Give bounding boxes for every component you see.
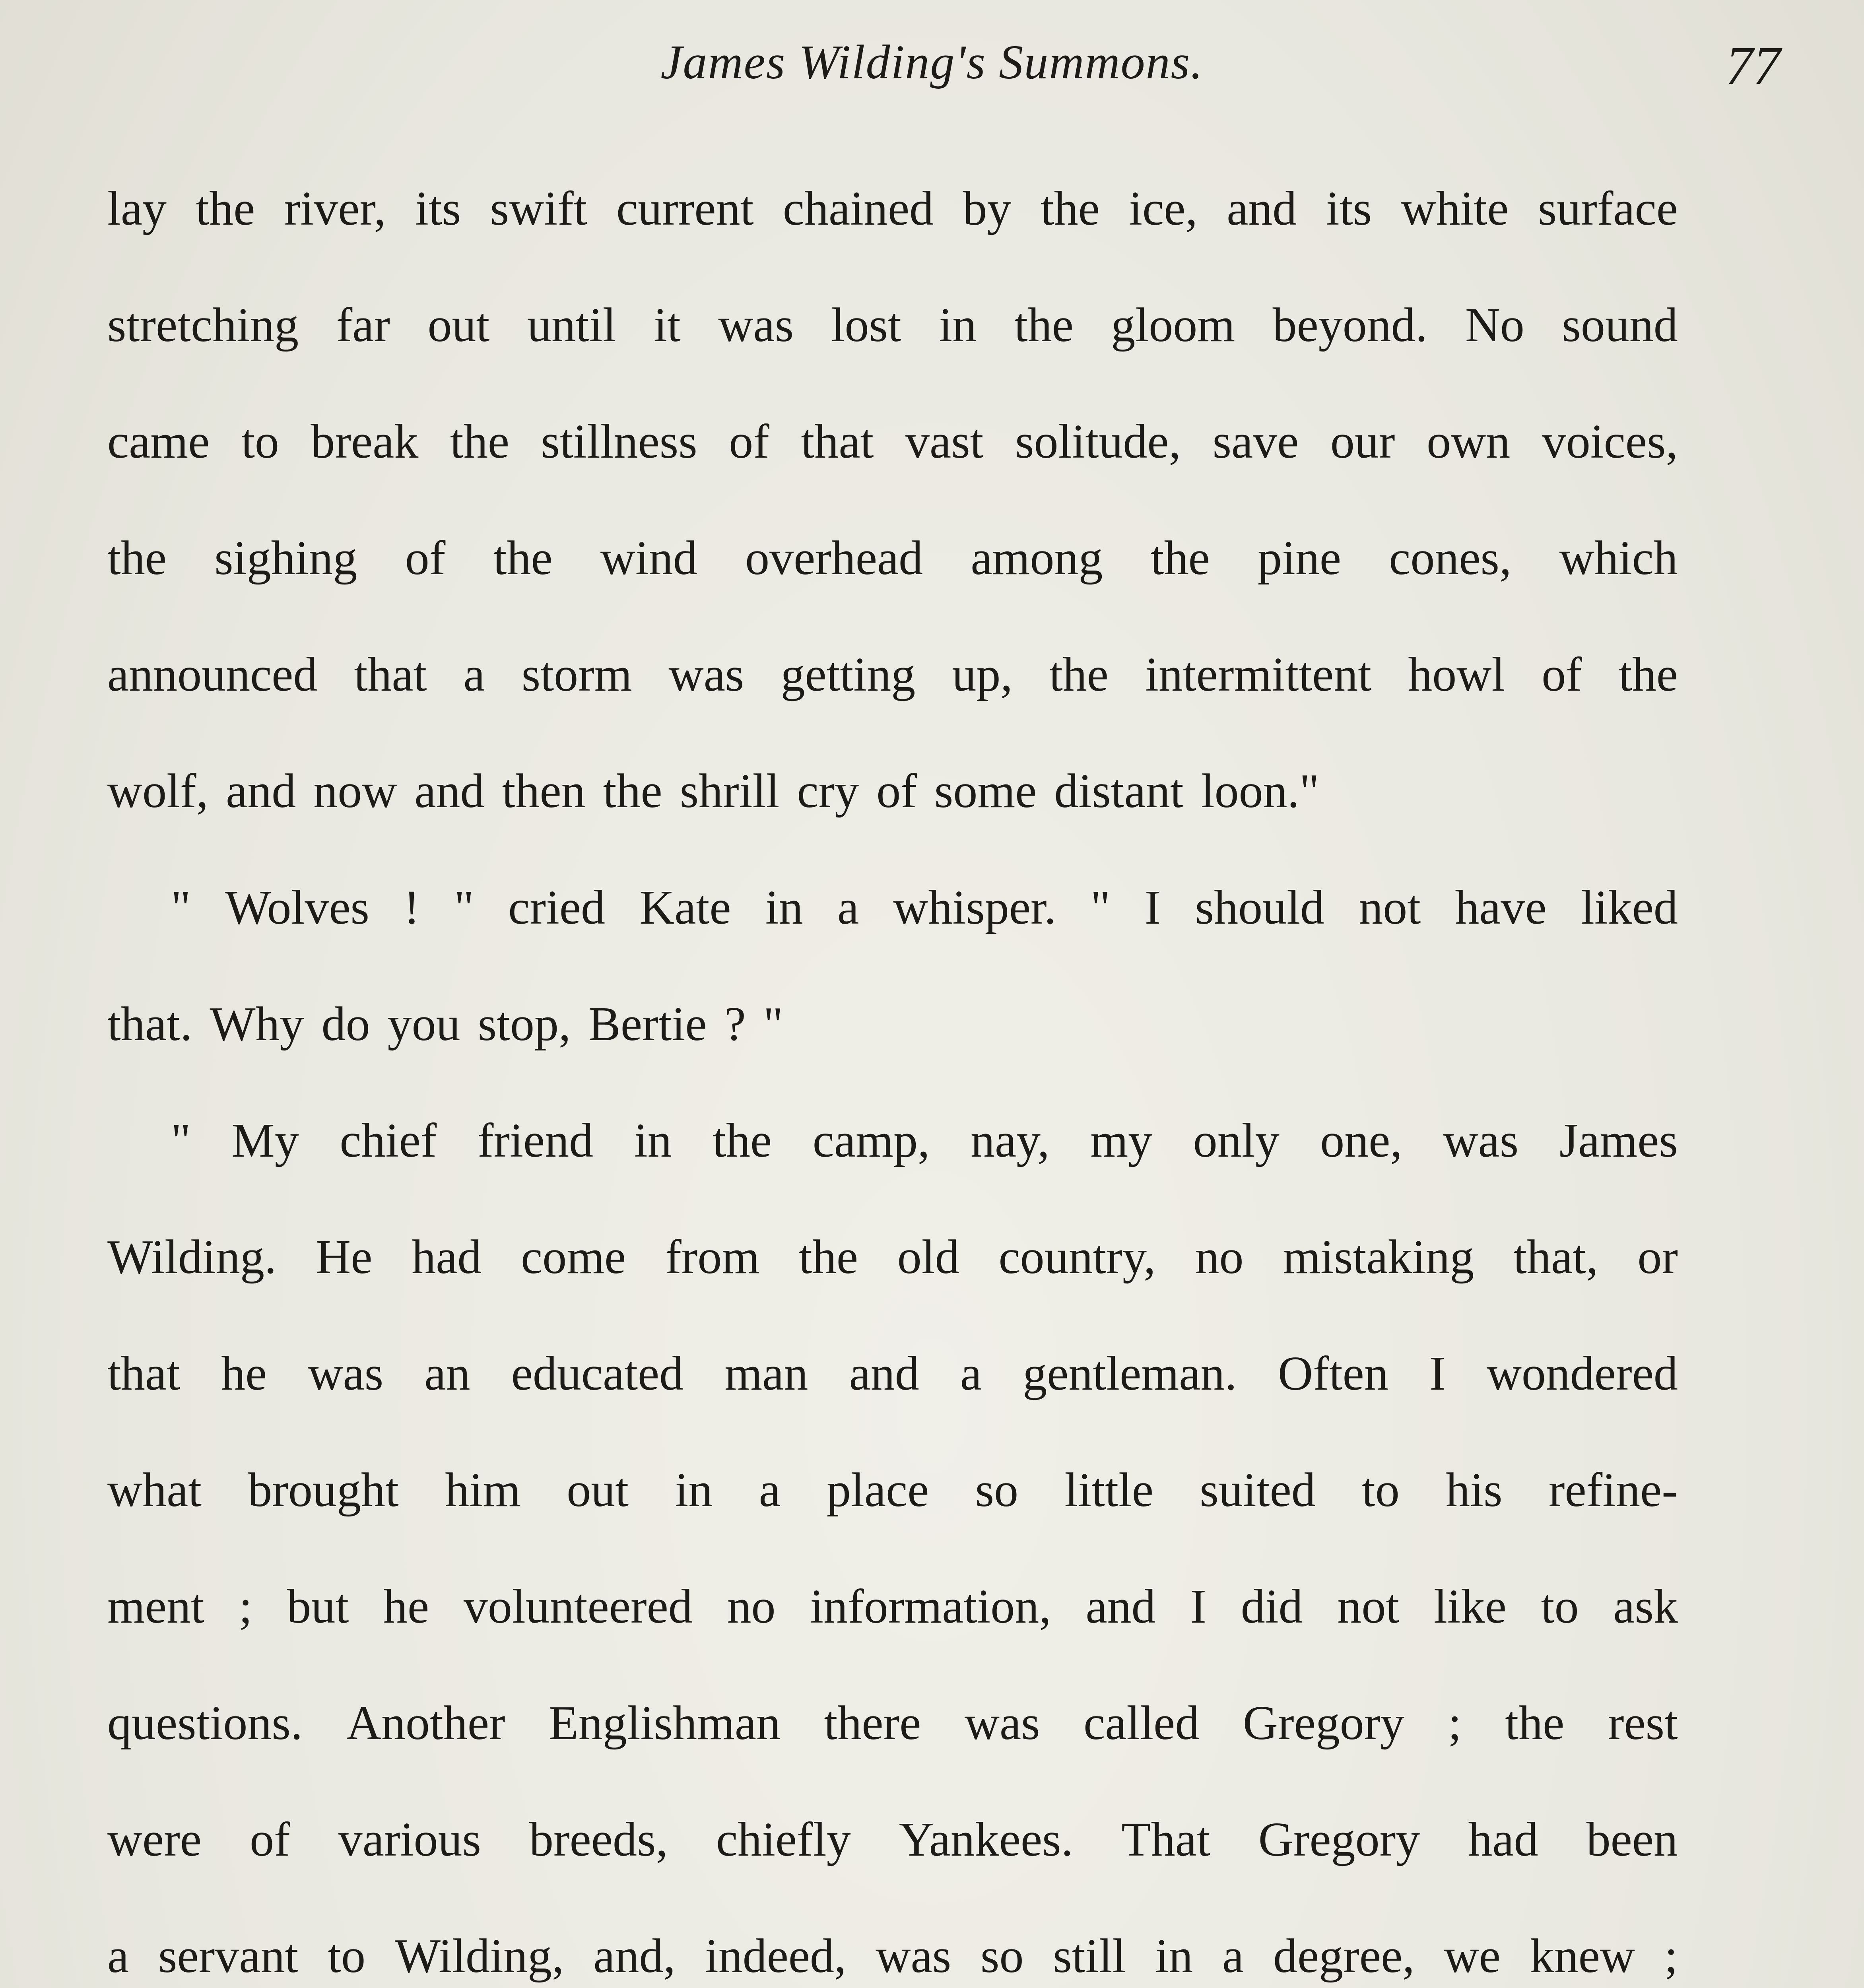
- text-line: Wilding. He had come from the old country, no mistaking that, or: [107, 1230, 1678, 1284]
- text-line: what brought him out in a place so little suited to his refine-: [107, 1463, 1678, 1517]
- text-line: that he was an educated man and a gentleman. Often I wondered: [107, 1347, 1678, 1400]
- text-line: that. Why do you stop, Bertie ? ": [107, 997, 783, 1051]
- text-line: wolf, and now and then the shrill cry of some distant loon.": [107, 764, 1319, 818]
- body-text: [107, 150, 1678, 1988]
- text-line: stretching far out until it was lost in the gloom beyond. No sound: [107, 298, 1678, 352]
- text-line: a servant to Wilding, and, indeed, was so still in a degree, we knew ;: [107, 1929, 1678, 1983]
- text-line: " My chief friend in the camp, nay, my only one, was James: [171, 1114, 1678, 1167]
- running-title: James Wilding's Summons.: [660, 35, 1204, 89]
- text-line: came to break the stillness of that vast solitude, save our own voices,: [107, 415, 1678, 468]
- page-number: 77: [1726, 35, 1781, 96]
- text-line: announced that a storm was getting up, the intermittent howl of the: [107, 648, 1678, 701]
- text-line: " Wolves ! " cried Kate in a whisper. " I should not have liked: [171, 881, 1678, 934]
- text-line: the sighing of the wind overhead among the pine cones, which: [107, 531, 1678, 585]
- text-line: lay the river, its swift current chained by the ice, and its white surface: [107, 182, 1678, 235]
- text-line: questions. Another Englishman there was called Gregory ; the rest: [107, 1696, 1678, 1750]
- text-line: ment ; but he volunteered no information, and I did not like to ask: [107, 1580, 1678, 1633]
- text-line: were of various breeds, chiefly Yankees. That Gregory had been: [107, 1813, 1678, 1866]
